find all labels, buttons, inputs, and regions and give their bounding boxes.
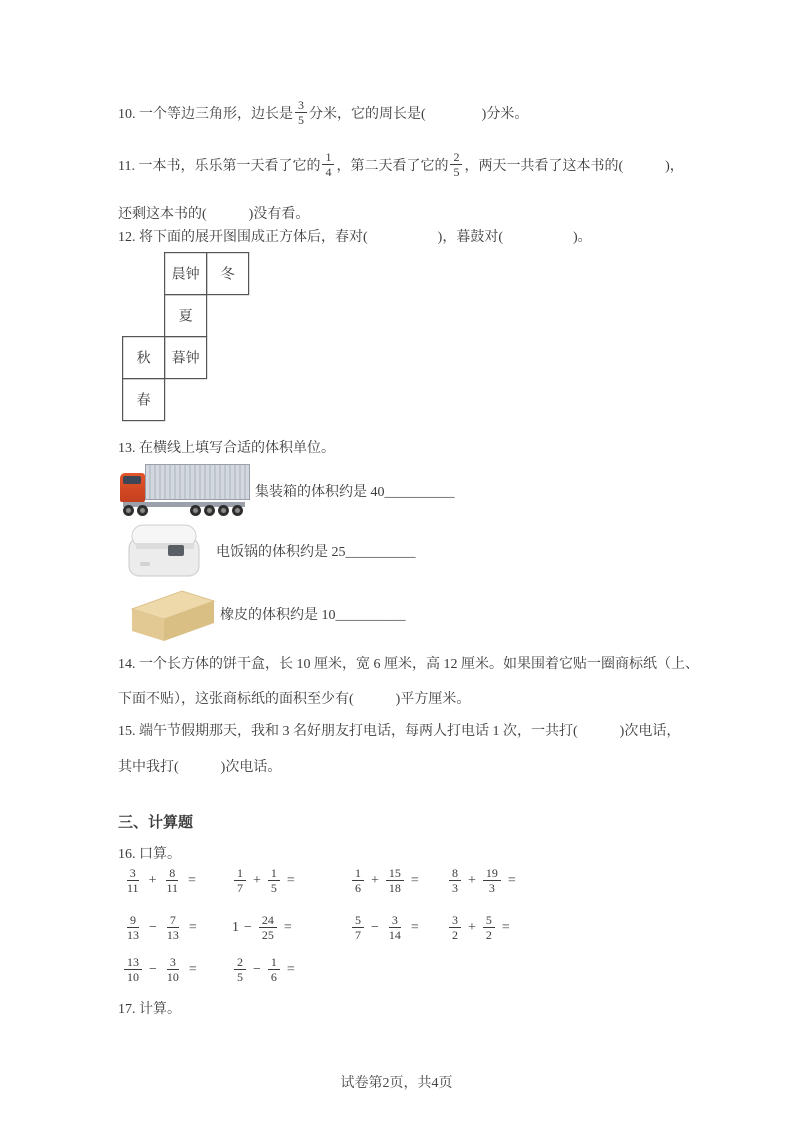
fraction-numerator: 5 xyxy=(352,913,364,928)
fraction-numerator: 8 xyxy=(166,866,178,881)
fraction-numerator: 1 xyxy=(268,955,280,970)
page-footer: 试卷第2页，共4页 xyxy=(340,1076,453,1091)
net-cell-label: 春 xyxy=(136,393,151,409)
question-10-text-pre: 10. 一个等边三角形，边长是 xyxy=(118,106,293,122)
fraction xyxy=(124,955,142,984)
truck-wheel xyxy=(137,505,148,516)
question-15-line1: 15. 端午节假期那天，我和 3 名好朋友打电话，每两人打电话 1 次，一共打( )次电话， xyxy=(118,724,681,739)
fraction xyxy=(124,866,142,895)
truck-wheel xyxy=(232,505,243,516)
fraction-denominator: 2 xyxy=(485,928,492,942)
fraction xyxy=(352,913,364,942)
equals-sign: = xyxy=(188,961,197,977)
fraction-denominator: 5 xyxy=(237,970,243,984)
question-11-text-mid: ，第二天看了它的 xyxy=(336,158,449,174)
cube-net-diagram xyxy=(122,252,252,427)
fraction xyxy=(386,866,404,895)
question-11-text-post: ，两天一共看了这本书的( )， xyxy=(464,158,684,174)
rice-cooker-image xyxy=(126,522,204,580)
operator: + xyxy=(371,872,379,888)
net-cell-label: 暮钟 xyxy=(171,351,200,367)
operator: + xyxy=(148,872,157,888)
fraction-numerator: 8 xyxy=(449,866,461,881)
fraction xyxy=(295,98,307,127)
calc-expression xyxy=(350,913,419,942)
fraction-numerator: 15 xyxy=(386,866,404,881)
fraction-denominator: 14 xyxy=(388,928,401,942)
fraction-numerator: 7 xyxy=(167,913,179,928)
net-cell-label: 冬 xyxy=(220,267,235,283)
fraction xyxy=(449,866,461,895)
fraction xyxy=(164,913,182,942)
equals-sign: = xyxy=(507,872,516,888)
whole-number: 1 xyxy=(232,919,239,935)
fraction-denominator: 10 xyxy=(166,970,179,984)
calc-expression xyxy=(350,866,419,895)
calc-expression xyxy=(447,866,516,895)
cube-net-svg xyxy=(122,252,252,422)
fraction-numerator: 1 xyxy=(268,866,280,881)
truck-wheel xyxy=(190,505,201,516)
equals-sign: = xyxy=(283,919,292,935)
fraction-numerator: 5 xyxy=(483,913,495,928)
fraction xyxy=(386,913,404,942)
question-14-line2: 下面不贴），这张商标纸的面积至少有( )平方厘米。 xyxy=(118,692,471,707)
calc-expression xyxy=(122,955,197,984)
cooker-handle xyxy=(140,562,150,566)
fraction xyxy=(450,150,462,179)
net-cell-label: 秋 xyxy=(136,351,151,367)
cooker-display xyxy=(168,545,184,556)
fraction-numerator: 9 xyxy=(127,913,139,928)
fraction-denominator: 10 xyxy=(127,970,139,984)
fraction xyxy=(483,866,501,895)
fraction xyxy=(268,866,280,895)
calc-expression xyxy=(232,913,292,942)
fraction-denominator: 13 xyxy=(166,928,179,942)
fraction-denominator: 2 xyxy=(452,928,458,942)
fraction-denominator: 7 xyxy=(237,881,243,895)
question-14-line1: 14. 一个长方体的饼干盒，长 10 厘米，宽 6 厘米，高 12 厘米。如果围着它贴一圈商标纸（上、 xyxy=(118,657,699,672)
fraction-denominator: 7 xyxy=(355,928,361,942)
cooker-band xyxy=(136,543,194,549)
calc-expression xyxy=(447,913,510,942)
question-13-row-cooker xyxy=(126,522,416,580)
fraction-denominator: 3 xyxy=(488,881,495,895)
section-3-title: 三、计算题 xyxy=(118,815,194,831)
eraser-image xyxy=(124,585,216,643)
question-15-line2: 其中我打( )次电话。 xyxy=(118,760,282,775)
question-13-truck-label: 集装箱的体积约是 40__________ xyxy=(255,484,455,500)
equals-sign: = xyxy=(286,961,295,977)
fraction-denominator: 13 xyxy=(127,928,139,942)
fraction-denominator: 6 xyxy=(270,970,277,984)
fraction-numerator: 2 xyxy=(234,955,246,970)
equals-sign: = xyxy=(410,919,419,935)
fraction-denominator: 6 xyxy=(355,881,361,895)
fraction-denominator: 5 xyxy=(298,113,304,127)
fraction xyxy=(234,955,246,984)
question-11-line2: 还剩这本书的( )没有看。 xyxy=(118,207,310,222)
fraction-numerator: 3 xyxy=(449,913,461,928)
question-13-cooker-label: 电饭锅的体积约是 25__________ xyxy=(216,545,416,560)
fraction xyxy=(352,866,364,895)
question-12-text: 12. 将下面的展开图围成正方体后，春对( )，暮鼓对( )。 xyxy=(118,230,592,245)
fraction-numerator: 1 xyxy=(322,150,334,165)
question-13-title: 13. 在横线上填写合适的体积单位。 xyxy=(118,441,335,456)
question-11-line1 xyxy=(118,150,684,179)
calc-expression xyxy=(232,955,295,984)
fraction xyxy=(322,150,334,179)
net-cell-label: 夏 xyxy=(178,309,193,325)
question-13-eraser-label: 橡皮的体积约是 10__________ xyxy=(220,608,406,623)
fraction-numerator: 3 xyxy=(127,866,139,881)
truck-wheel xyxy=(123,505,134,516)
question-10 xyxy=(118,98,528,127)
question-16-title: 16. 口算。 xyxy=(118,847,181,862)
calc-expression xyxy=(232,866,295,895)
equals-sign: = xyxy=(188,919,197,935)
truck-windshield xyxy=(123,476,141,484)
fraction-numerator: 3 xyxy=(167,955,179,970)
fraction-numerator: 19 xyxy=(483,866,501,881)
equals-sign: = xyxy=(410,872,419,888)
fraction-denominator: 11 xyxy=(166,881,179,895)
net-cell-label: 晨钟 xyxy=(171,267,200,283)
fraction-numerator: 1 xyxy=(234,866,246,881)
fraction xyxy=(124,913,142,942)
fraction-numerator: 1 xyxy=(352,866,364,881)
fraction-denominator: 3 xyxy=(452,881,458,895)
equals-sign: = xyxy=(501,919,510,935)
fraction xyxy=(234,866,246,895)
fraction-denominator: 4 xyxy=(325,165,332,179)
operator: + xyxy=(468,872,476,888)
question-11-text-pre: 11. 一本书，乐乐第一天看了它的 xyxy=(118,158,321,174)
fraction-denominator: 25 xyxy=(261,928,274,942)
question-17-title: 17. 计算。 xyxy=(118,1002,181,1017)
fraction-numerator: 3 xyxy=(389,913,401,928)
truck-wheel xyxy=(218,505,229,516)
question-13-row-eraser xyxy=(124,585,406,643)
container-truck-image xyxy=(120,464,250,517)
fraction xyxy=(259,913,277,942)
operator: + xyxy=(253,872,261,888)
fraction-numerator: 13 xyxy=(124,955,142,970)
operator: + xyxy=(468,919,476,935)
fraction xyxy=(449,913,461,942)
calc-expression xyxy=(122,913,197,942)
fraction xyxy=(483,913,495,942)
question-13-row-truck xyxy=(120,464,455,517)
truck-container xyxy=(145,464,250,500)
question-10-text-post: 分米，它的周长是( )分米。 xyxy=(309,106,529,122)
fraction-numerator: 24 xyxy=(259,913,277,928)
fraction-numerator: 2 xyxy=(450,150,462,165)
fraction xyxy=(164,955,182,984)
operator: − xyxy=(253,961,261,977)
operator: − xyxy=(149,961,157,977)
operator: − xyxy=(371,919,379,935)
fraction-denominator: 5 xyxy=(270,881,277,895)
fraction xyxy=(163,866,181,895)
operator: − xyxy=(149,919,157,935)
truck-wheel xyxy=(204,505,215,516)
fraction-denominator: 5 xyxy=(453,165,460,179)
fraction xyxy=(268,955,280,984)
equals-sign: = xyxy=(286,872,295,888)
equals-sign: = xyxy=(188,872,196,888)
fraction-numerator: 3 xyxy=(295,98,307,113)
calc-expression xyxy=(122,866,196,895)
operator: − xyxy=(244,919,252,935)
fraction-denominator: 11 xyxy=(127,881,139,895)
fraction-denominator: 18 xyxy=(388,881,401,895)
